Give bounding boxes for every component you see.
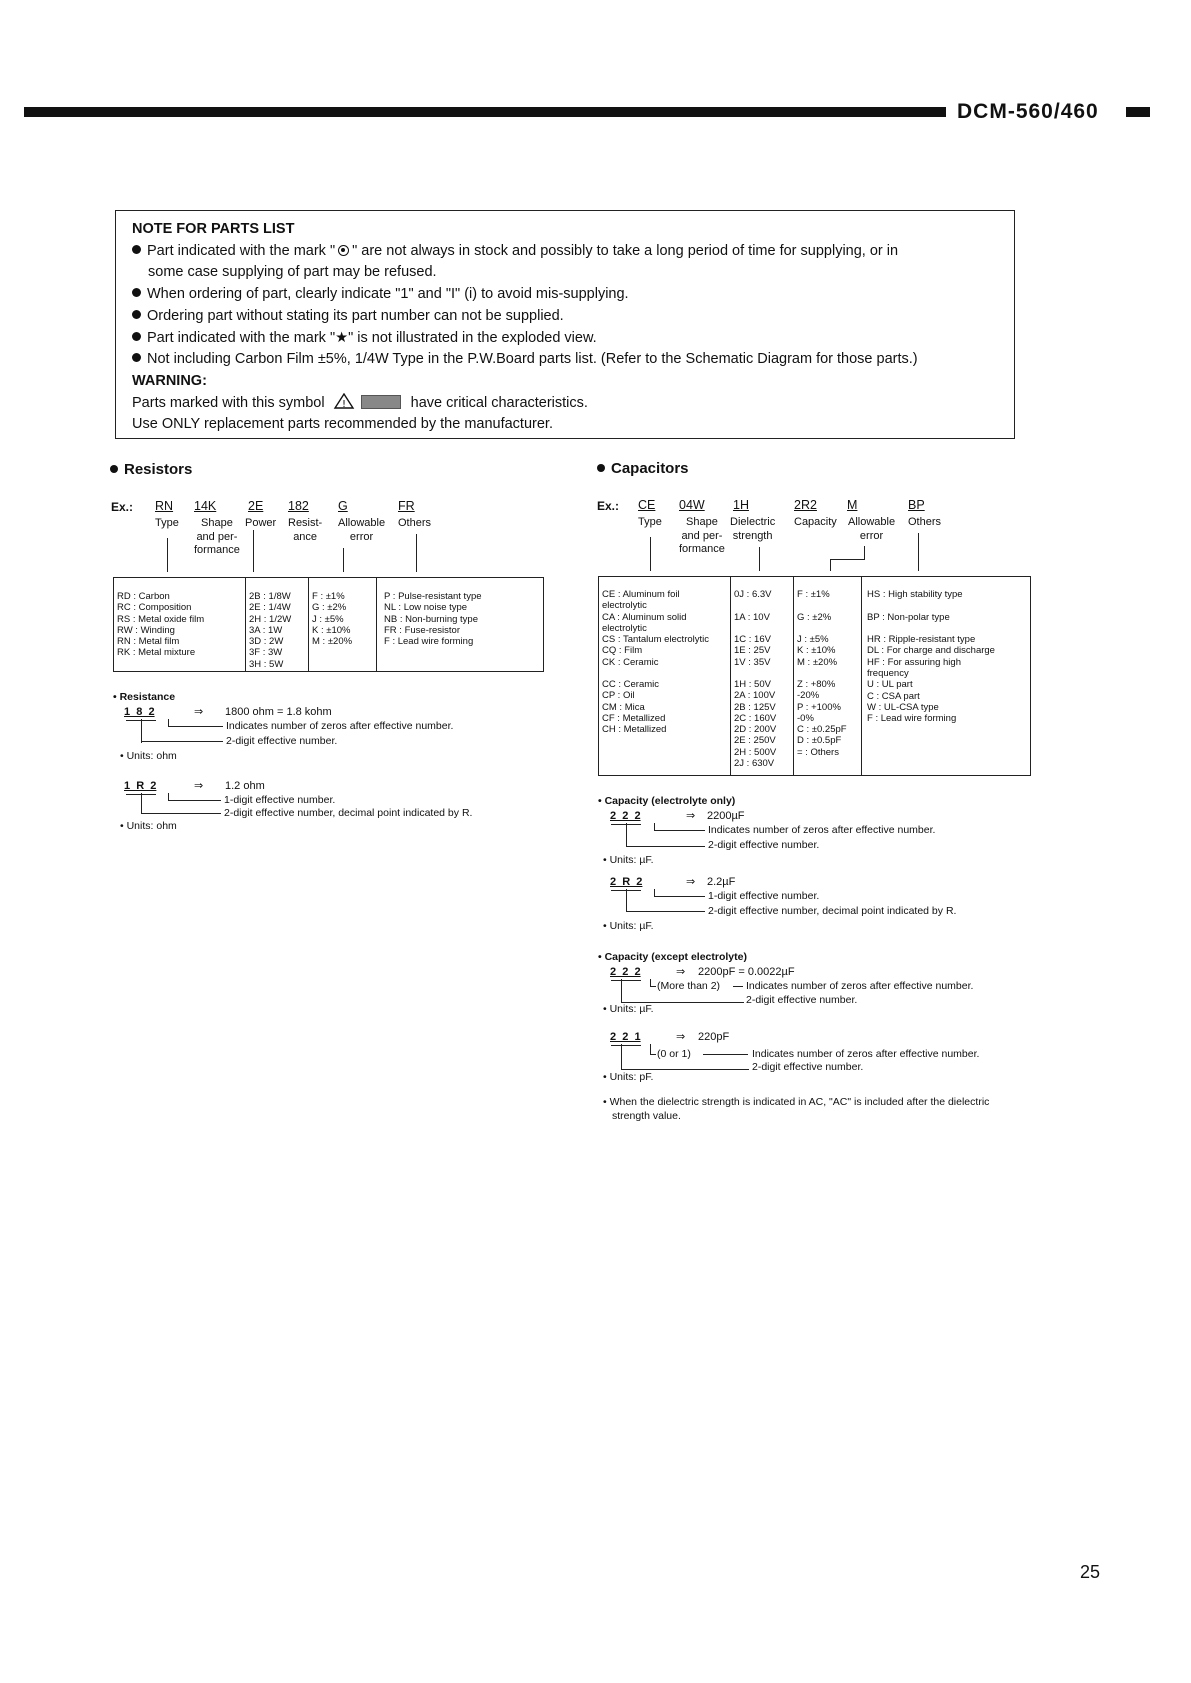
resistance-units-1: • Units: ohm [120, 750, 177, 762]
cap-except-desc-1a: Indicates number of zeros after effective number. [746, 980, 974, 992]
capacitor-label-type: Type [638, 516, 662, 528]
arrow-icon: ⇒ [676, 966, 686, 978]
capacitor-tick [650, 537, 651, 571]
arrow-icon: ⇒ [194, 780, 204, 792]
cap-except-units-1: • Units: µF. [603, 1003, 654, 1015]
resistor-tick [167, 538, 168, 572]
dielectric-footnote-2: strength value. [612, 1110, 681, 1122]
capacitor-label-dielectric: Dielectric strength [730, 516, 776, 542]
capacitor-tick [830, 559, 831, 571]
cap-except-result-2: 220pF [698, 1031, 730, 1043]
note-item-3: Ordering part without stating its part number can not be supplied. [132, 306, 998, 328]
cap-except-desc-2a: Indicates number of zeros after effective number. [752, 1048, 980, 1060]
svg-text:!: ! [341, 398, 346, 409]
resistor-label-power: Power [245, 517, 277, 529]
cap-except-desc-1b: 2-digit effective number. [746, 994, 858, 1006]
dielectric-footnote-1: • When the dielectric strength is indicated in AC, "AC" is included after the dielectric [603, 1096, 990, 1108]
capacitor-ex-label: Ex.: [597, 499, 620, 513]
resistance-desc-1b: 2-digit effective number. [226, 735, 338, 747]
resistor-code-power: 2E [248, 499, 264, 513]
cap-electro-desc-1a: Indicates number of zeros after effective number. [708, 824, 936, 836]
cap-electro-code-1: 2 2 2 [610, 810, 641, 822]
capacitor-voltage-column-top: 0J : 6.3V 1A : 10V 1C : 16V 1E : 25V 1V : 35V [734, 589, 772, 668]
resistance-result-2: 1.2 ohm [225, 780, 265, 792]
capacitor-others-column: HS : High stability type BP : Non-polar type HR : Ripple-resistant type DL : For charge and discharge HF : For assuring high frequency U : UL part C : CSA part W : UL-CSA type F : Lead wire forming [867, 589, 995, 725]
model-title: DCM-560/460 [957, 100, 1099, 123]
note-item-4: Part indicated with the mark "★" is not illustrated in the exploded view. [132, 328, 998, 350]
capacitors-title: Capacitors [597, 460, 689, 477]
cap-electro-desc-2b: 2-digit effective number, decimal point indicated by R. [708, 905, 957, 917]
capacitor-error-column-bottom: Z : +80% -20% P : +100% -0% C : ±0.25pF D : ±0.5pF = : Others [797, 679, 847, 758]
note-item-2: When ordering of part, clearly indicate "1" and "I" (i) to avoid mis-supplying. [132, 284, 998, 306]
bullet-icon [597, 464, 605, 472]
capacitor-code-dielectric: 1H [733, 498, 749, 512]
resistance-code-1: 1 8 2 [124, 706, 155, 718]
capacitor-code-others: BP [908, 498, 925, 512]
capacitor-type-column: CE : Aluminum foil electrolytic CA : Aluminum solid electrolytic CS : Tantalum electrolytic CQ : Film CK : Ceramic CC : Ceramic CP : Oil CM : Mica CF : Metallized CH : Metallized [602, 589, 710, 736]
bullet-icon [132, 245, 141, 254]
warning-title: WARNING: [132, 372, 207, 389]
capacitor-voltage-column-bottom: 1H : 50V 2A : 100V 2B : 125V 2C : 160V 2D : 200V 2E : 250V 2H : 500V 2J : 630V [734, 679, 777, 770]
cap-except-desc-2b: 2-digit effective number. [752, 1061, 864, 1073]
critical-shading-icon [361, 395, 401, 409]
arrow-icon: ⇒ [686, 810, 696, 822]
resistor-code-resistance: 182 [288, 499, 309, 513]
cap-electro-result-2: 2.2µF [707, 876, 736, 888]
resistor-tick [343, 548, 344, 572]
resistor-code-error: G [338, 499, 348, 513]
resistor-code-type: RN [155, 499, 174, 513]
arrow-icon: ⇒ [676, 1031, 686, 1043]
stock-mark-icon [338, 245, 349, 256]
capacitor-label-shape: Shape and per- formance [679, 516, 725, 555]
cap-electro-units-1: • Units: µF. [603, 854, 654, 866]
resistor-error-column: F : ±1% G : ±2% J : ±5% K : ±10% M : ±20% [312, 591, 353, 648]
capacitor-label-capacity: Capacity [794, 516, 837, 528]
cap-except-title: • Capacity (except electrolyte) [598, 951, 747, 963]
resistor-code-shape: 14K [194, 499, 217, 513]
bullet-icon [132, 353, 141, 362]
resistor-label-shape: Shape and per- formance [194, 517, 240, 556]
header-block [1126, 107, 1150, 117]
resistor-label-resistance: Resist- ance [288, 517, 323, 543]
note-item-1-cont: some case supplying of part may be refused. [148, 264, 437, 281]
cap-electro-desc-1b: 2-digit effective number. [708, 839, 820, 851]
cap-electro-desc-2a: 1-digit effective number. [708, 890, 820, 902]
cap-electrolyte-title: • Capacity (electrolyte only) [598, 795, 736, 807]
capacitor-code-type: CE [638, 498, 656, 512]
warning-line-2: Use ONLY replacement parts recommended by the manufacturer. [132, 416, 553, 433]
note-box [115, 210, 1015, 439]
cap-except-units-2: • Units: pF. [603, 1071, 654, 1083]
cap-except-code-2: 2 2 1 [610, 1031, 641, 1043]
resistance-code-2: 1 R 2 [124, 780, 157, 792]
resistor-label-error: Allowable error [338, 517, 386, 543]
resistance-desc-2a: 1-digit effective number. [224, 794, 336, 806]
warning-triangle-icon [333, 393, 355, 409]
note-title: NOTE FOR PARTS LIST [132, 221, 295, 237]
resistor-label-others: Others [398, 517, 432, 529]
capacitor-error-column-top: F : ±1% G : ±2% J : ±5% K : ±10% M : ±20% [797, 589, 838, 668]
warning-line-1: Parts marked with this symbol ! have critical characteristics. [132, 394, 588, 411]
bullet-icon [132, 332, 141, 341]
arrow-icon: ⇒ [686, 876, 696, 888]
capacitor-tick [864, 546, 865, 560]
resistor-ex-label: Ex.: [111, 500, 134, 514]
resistor-label-type: Type [155, 517, 179, 529]
header-rule [24, 107, 946, 117]
bullet-icon [132, 288, 141, 297]
bullet-icon [110, 465, 118, 473]
cap-except-result-1: 2200pF = 0.0022µF [698, 966, 795, 978]
resistor-code-others: FR [398, 499, 415, 513]
resistance-result-1: 1800 ohm = 1.8 kohm [225, 706, 332, 718]
capacitor-label-others: Others [908, 516, 942, 528]
cap-except-note-1: (More than 2) [657, 980, 721, 992]
resistor-others-column: P : Pulse-resistant type NL : Low noise type NB : Non-burning type FR : Fuse-resistor F : Lead wire forming [384, 591, 482, 648]
resistor-code-table [113, 577, 544, 672]
note-item-5: Not including Carbon Film ±5%, 1/4W Type in the P.W.Board parts list. (Refer to the Schematic Diagram for those parts.) [132, 349, 998, 371]
cap-electro-code-2: 2 R 2 [610, 876, 643, 888]
cap-electro-result-1: 2200µF [707, 810, 745, 822]
capacitor-code-table [598, 576, 1031, 776]
resistance-desc-1a: Indicates number of zeros after effective number. [226, 720, 454, 732]
resistance-desc-2b: 2-digit effective number, decimal point indicated by R. [224, 807, 473, 819]
bullet-icon [132, 310, 141, 319]
resistance-title: • Resistance [113, 691, 176, 703]
cap-except-code-1: 2 2 2 [610, 966, 641, 978]
resistors-title: Resistors [110, 461, 192, 478]
resistor-tick [253, 530, 254, 572]
capacitor-code-capacity: 2R2 [794, 498, 817, 512]
resistor-power-column: 2B : 1/8W 2E : 1/4W 2H : 1/2W 3A : 1W 3D : 2W 3F : 3W 3H : 5W [249, 591, 292, 670]
cap-except-note-2: (0 or 1) [657, 1048, 691, 1060]
arrow-icon: ⇒ [194, 706, 204, 718]
capacitor-tick [918, 533, 919, 571]
capacitor-code-error: M [847, 498, 858, 512]
resistance-units-2: • Units: ohm [120, 820, 177, 832]
resistor-tick [416, 534, 417, 572]
capacitor-tick [759, 547, 760, 571]
note-item-1: Part indicated with the mark " " are not always in stock and possibly to take a long period of time for supplying, or in [132, 241, 998, 263]
capacitor-code-shape: 04W [679, 498, 705, 512]
cap-electro-units-2: • Units: µF. [603, 920, 654, 932]
page-number: 25 [1080, 1562, 1101, 1582]
capacitor-label-error: Allowable error [848, 516, 896, 542]
resistor-type-column: RD : Carbon RC : Composition RS : Metal oxide film RW : Winding RN : Metal film RK : Metal mixture [117, 591, 205, 659]
